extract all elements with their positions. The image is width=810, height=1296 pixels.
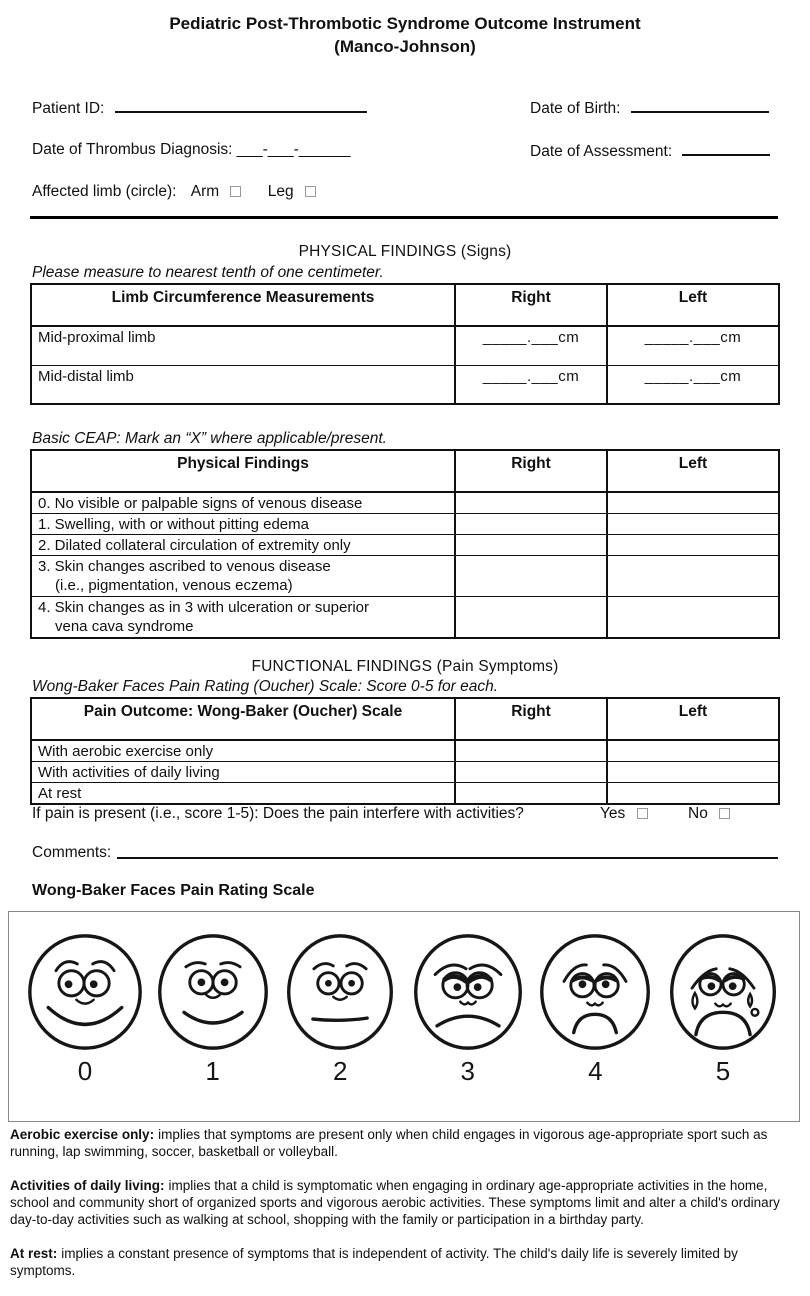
face-score-2 <box>278 932 402 1121</box>
section-divider <box>30 216 778 219</box>
leg-checkbox[interactable] <box>305 186 316 197</box>
mid-proximal-left-value[interactable]: _____.___cm <box>607 326 779 365</box>
ceap-row-0-right-cell[interactable] <box>455 492 607 514</box>
measure-instruction: Please measure to nearest tenth of one centimeter. <box>32 264 384 281</box>
faces-scale-panel <box>8 911 800 1122</box>
pain-row-1-left-cell[interactable] <box>607 762 779 783</box>
daily-living-text: implies that a child is symptomatic when engaging in ordinary age-appropriate activities in the home, school and community short of organized sports and vigorous aerobic activities. These symptoms limit and alter a child's ordinary day-to-day activities such as walking at school, shopping with the family or participation in a birthday party. <box>10 1178 780 1227</box>
mid-distal-right-value[interactable]: _____.___cm <box>455 365 607 404</box>
face-score-4 <box>533 932 657 1121</box>
hurts-little-more-face-icon <box>280 932 400 1052</box>
assessment-date-label: Date of Assessment: <box>530 143 673 160</box>
ceap-row-4-line1: 4. Skin changes as in 3 with ulceration or superior <box>38 599 370 616</box>
face-score-label: 5 <box>715 1056 731 1086</box>
yes-label: Yes <box>600 805 626 822</box>
pain-row-2-right-cell[interactable] <box>455 783 607 805</box>
limb-table-header-right: Right <box>455 284 607 326</box>
faces-scale-heading: Wong-Baker Faces Pain Rating Scale <box>32 882 315 899</box>
table-row <box>31 492 779 514</box>
pain-row-0-left-cell[interactable] <box>607 740 779 762</box>
date-of-birth-blank[interactable] <box>631 98 769 113</box>
form-title-line2: (Manco-Johnson) <box>334 37 476 56</box>
patient-id-label: Patient ID: <box>32 100 105 117</box>
table-row <box>31 783 779 805</box>
hurts-little-bit-face-icon <box>153 932 273 1052</box>
pain-row-0-label: With aerobic exercise only <box>31 740 455 762</box>
diagnosis-date-field <box>32 141 351 159</box>
ceap-row-0-left-cell[interactable] <box>607 492 779 514</box>
ceap-header-left: Left <box>607 450 779 492</box>
limb-circumference-table <box>30 283 780 405</box>
comments-label: Comments: <box>32 844 112 861</box>
hurts-worst-face-icon <box>663 932 783 1052</box>
assessment-date-field <box>530 141 770 161</box>
ceap-row-4-label <box>31 597 455 638</box>
yes-option <box>600 805 648 823</box>
physical-findings-heading: PHYSICAL FINDINGS (Signs) <box>298 243 512 260</box>
aerobic-term: Aerobic exercise only: <box>10 1127 155 1142</box>
arm-checkbox[interactable] <box>230 186 241 197</box>
table-row <box>31 597 779 638</box>
assessment-date-blank[interactable] <box>682 141 770 156</box>
ceap-row-1-right-cell[interactable] <box>455 514 607 535</box>
pain-row-0-right-cell[interactable] <box>455 740 607 762</box>
table-row <box>31 514 779 535</box>
ceap-row-2-right-cell[interactable] <box>455 535 607 556</box>
patient-id-blank[interactable] <box>115 98 367 113</box>
ceap-row-3-line2: (i.e., pigmentation, venous eczema) <box>55 577 293 594</box>
ceap-table <box>30 449 780 639</box>
ceap-header-findings: Physical Findings <box>31 450 455 492</box>
affected-limb-field <box>32 183 316 201</box>
functional-findings-heading: FUNCTIONAL FINDINGS (Pain Symptoms) <box>251 658 559 675</box>
face-score-label: 1 <box>205 1056 220 1086</box>
daily-living-term: Activities of daily living: <box>10 1178 165 1193</box>
face-score-3 <box>406 932 530 1121</box>
mid-distal-label: Mid-distal limb <box>31 365 455 404</box>
ceap-row-1-label: 1. Swelling, with or without pitting edema <box>31 514 455 535</box>
face-score-label: 4 <box>588 1056 603 1086</box>
date-of-birth-field <box>530 98 769 118</box>
comments-blank[interactable] <box>117 844 778 859</box>
face-score-5 <box>661 932 785 1121</box>
pain-outcome-table <box>30 697 780 805</box>
ceap-row-2-left-cell[interactable] <box>607 535 779 556</box>
limb-table-header-measurements: Limb Circumference Measurements <box>31 284 455 326</box>
patient-id-field <box>32 98 367 118</box>
pain-interference-question: If pain is present (i.e., score 1-5): Does the pain interfere with activities? <box>32 805 524 822</box>
no-label: No <box>688 805 708 822</box>
aerobic-text: implies that symptoms are present only when child engages in vigorous age-appropriate sport such as running, lap swimming, soccer, basketball or volleyball. <box>10 1127 768 1159</box>
date-of-birth-label: Date of Birth: <box>530 100 621 117</box>
ceap-row-4-left-cell[interactable] <box>607 597 779 638</box>
daily-living-definition <box>10 1177 802 1228</box>
wong-baker-instruction: Wong-Baker Faces Pain Rating (Oucher) Scale: Score 0-5 for each. <box>32 678 499 695</box>
pain-header-scale: Pain Outcome: Wong-Baker (Oucher) Scale <box>31 698 455 740</box>
diagnosis-date-label: Date of Thrombus Diagnosis: <box>32 141 233 158</box>
pain-header-left: Left <box>607 698 779 740</box>
hurts-whole-lot-face-icon <box>535 932 655 1052</box>
yes-checkbox[interactable] <box>637 808 648 819</box>
table-row <box>31 762 779 783</box>
pain-row-2-label: At rest <box>31 783 455 805</box>
ceap-row-4-line2: vena cava syndrome <box>55 618 194 635</box>
mid-proximal-right-value[interactable]: _____.___cm <box>455 326 607 365</box>
ceap-row-3-left-cell[interactable] <box>607 556 779 597</box>
no-checkbox[interactable] <box>719 808 730 819</box>
ceap-row-0-label: 0. No visible or palpable signs of venous disease <box>31 492 455 514</box>
diagnosis-date-blank[interactable]: ___-___-______ <box>236 141 351 158</box>
face-score-0 <box>23 932 147 1121</box>
form-title-line1: Pediatric Post-Thrombotic Syndrome Outcome Instrument <box>169 14 641 33</box>
pain-row-1-right-cell[interactable] <box>455 762 607 783</box>
affected-limb-label: Affected limb (circle): <box>32 183 177 200</box>
table-row <box>31 535 779 556</box>
at-rest-text: implies a constant presence of symptoms that is independent of activity. The child's daily life is severely limited by symptoms. <box>10 1246 738 1278</box>
mid-proximal-label: Mid-proximal limb <box>31 326 455 365</box>
no-option <box>688 805 730 823</box>
table-row <box>31 365 779 404</box>
at-rest-definition <box>10 1245 802 1279</box>
pain-row-2-left-cell[interactable] <box>607 783 779 805</box>
mid-distal-left-value[interactable]: _____.___cm <box>607 365 779 404</box>
face-score-label: 3 <box>460 1056 476 1086</box>
ceap-header-right: Right <box>455 450 607 492</box>
ceap-row-1-left-cell[interactable] <box>607 514 779 535</box>
ceap-row-3-right-cell[interactable] <box>455 556 607 597</box>
aerobic-definition <box>10 1126 802 1160</box>
pain-header-right: Right <box>455 698 607 740</box>
ceap-row-2-label: 2. Dilated collateral circulation of extremity only <box>31 535 455 556</box>
form-title <box>0 12 810 58</box>
face-score-1 <box>151 932 275 1121</box>
table-row <box>31 556 779 597</box>
table-row <box>31 740 779 762</box>
leg-label: Leg <box>267 183 294 200</box>
table-row <box>31 326 779 365</box>
pain-row-1-label: With activities of daily living <box>31 762 455 783</box>
hurts-even-more-face-icon <box>408 932 528 1052</box>
ceap-row-3-label <box>31 556 455 597</box>
limb-table-header-left: Left <box>607 284 779 326</box>
ceap-instruction: Basic CEAP: Mark an “X” where applicable/present. <box>32 430 387 447</box>
ceap-row-3-line1: 3. Skin changes ascribed to venous disease <box>38 558 331 575</box>
comments-field <box>32 844 778 862</box>
face-score-label: 0 <box>77 1056 93 1086</box>
at-rest-term: At rest: <box>10 1246 58 1261</box>
ceap-row-4-right-cell[interactable] <box>455 597 607 638</box>
definitions-section <box>10 1126 802 1296</box>
no-hurt-face-icon <box>25 932 145 1052</box>
arm-label: Arm <box>190 183 220 200</box>
face-score-label: 2 <box>332 1056 348 1086</box>
